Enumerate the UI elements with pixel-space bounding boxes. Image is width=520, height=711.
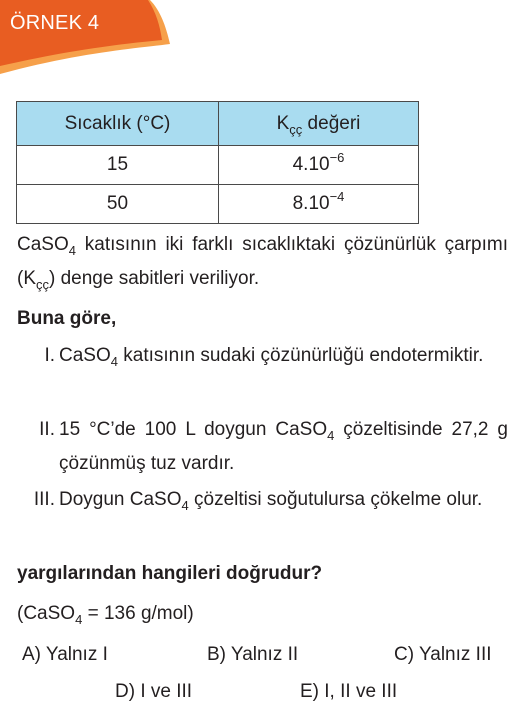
table-row <box>17 146 419 185</box>
intro-paragraph: CaSO$_4$ katısının iki farklı sıcaklıktaki çözünürlük çarpımı $(K_{çç})$ denge sabitleri veriliyor. <box>17 234 508 292</box>
option-a[interactable]: A) Yalnız I <box>22 644 108 665</box>
example-label: ÖRNEK 4 <box>10 12 100 34</box>
option-c[interactable]: C) Yalnız III <box>394 644 492 665</box>
table-header-row <box>17 102 419 146</box>
option-d[interactable]: D) I ve III <box>115 681 193 702</box>
statement-number: II. <box>39 419 55 440</box>
example-banner <box>0 0 175 80</box>
solubility-table <box>16 101 419 224</box>
table-row <box>17 185 419 224</box>
molar-mass-note: (CaSO$_4$ = 136 g/mol) <box>17 603 194 627</box>
option-e[interactable]: E) I, II ve III <box>300 681 398 702</box>
ksp-cell: $8.10^{-4}$ <box>219 185 419 224</box>
statement-number: III. <box>33 489 55 510</box>
ksp-cell: $4.10^{-6}$ <box>219 146 419 185</box>
statement-text: Doygun CaSO$_4$ çözeltisi soğutulursa çökelme olur. <box>59 489 483 513</box>
statement-text: CaSO$_4$ katısının sudaki çözünürlüğü endotermiktir. <box>59 345 484 369</box>
statement-text: 15 °C’de 100 L doygun CaSO$_4$ çözeltisinde 27,2 g çözünmüş tuz vardır. <box>59 419 508 474</box>
option-b[interactable]: B) Yalnız II <box>207 644 299 665</box>
temperature-cell: 15 <box>17 146 219 185</box>
question-tail: yargılarından hangileri doğrudur? <box>17 563 323 584</box>
statement-item <box>17 413 508 481</box>
question-lead: Buna göre, <box>17 308 117 329</box>
statement-item <box>17 339 508 373</box>
header-ksp: $K_{çç}$ değeri <box>219 102 419 146</box>
statement-item <box>17 483 508 517</box>
temperature-cell: 50 <box>17 185 219 224</box>
statement-number: I. <box>44 345 55 366</box>
header-temperature: Sıcaklık (°C) <box>17 102 219 146</box>
